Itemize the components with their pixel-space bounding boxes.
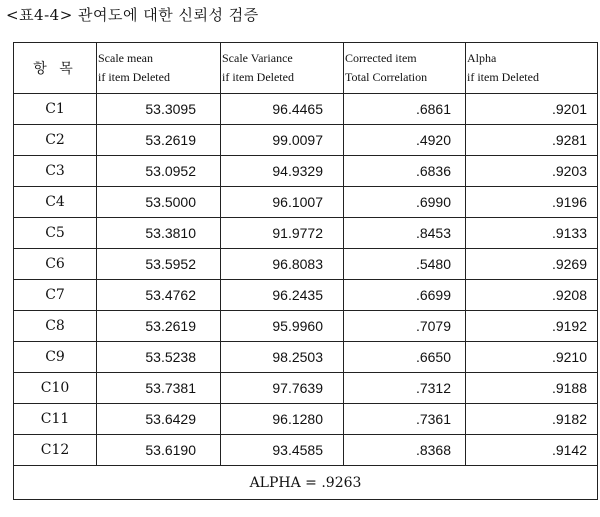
header-alpha-line1: Alpha [467,51,497,65]
cell-scale-variance: 96.4465 [221,94,344,125]
cell-alpha: .9188 [466,373,598,404]
table-row [14,249,598,280]
table-row [14,94,598,125]
cell-item: C4 [14,187,97,218]
header-corrected-line2: Total Correlation [345,70,428,84]
table-row [14,311,598,342]
cell-scale-mean: 53.2619 [97,311,221,342]
cell-scale-mean: 53.5000 [97,187,221,218]
cell-alpha: .9210 [466,342,598,373]
cell-corrected: .8453 [344,218,466,249]
cell-alpha: .9133 [466,218,598,249]
cell-scale-mean: 53.3810 [97,218,221,249]
table-title: <표4-4> 관여도에 대한 신뢰성 검증 [6,6,259,24]
cell-scale-variance: 94.9329 [221,156,344,187]
cell-alpha: .9196 [466,187,598,218]
cell-corrected: .6990 [344,187,466,218]
header-corrected [344,43,466,94]
alpha-total: ALPHA = .9263 [14,466,598,500]
header-alpha [466,43,598,94]
cell-scale-mean: 53.6429 [97,404,221,435]
cell-item: C9 [14,342,97,373]
header-scale-variance [221,43,344,94]
cell-alpha: .9192 [466,311,598,342]
table-row [14,373,598,404]
cell-scale-variance: 95.9960 [221,311,344,342]
cell-item: C5 [14,218,97,249]
reliability-table [13,42,598,500]
header-corrected-line1: Corrected item [345,51,417,65]
cell-scale-mean: 53.4762 [97,280,221,311]
cell-corrected: .6699 [344,280,466,311]
cell-scale-variance: 99.0097 [221,125,344,156]
table-row [14,280,598,311]
cell-scale-mean: 53.3095 [97,94,221,125]
header-row [14,43,598,94]
cell-scale-variance: 98.2503 [221,342,344,373]
cell-alpha: .9208 [466,280,598,311]
cell-scale-variance: 96.2435 [221,280,344,311]
cell-corrected: .6836 [344,156,466,187]
cell-corrected: .7361 [344,404,466,435]
table-row [14,435,598,466]
cell-alpha: .9201 [466,94,598,125]
cell-scale-variance: 96.1280 [221,404,344,435]
table-row [14,218,598,249]
cell-alpha: .9142 [466,435,598,466]
cell-corrected: .6650 [344,342,466,373]
table-row [14,125,598,156]
cell-scale-mean: 53.5952 [97,249,221,280]
cell-alpha: .9182 [466,404,598,435]
footer-row [14,466,598,500]
cell-item: C7 [14,280,97,311]
table-row [14,187,598,218]
cell-scale-mean: 53.6190 [97,435,221,466]
cell-item: C8 [14,311,97,342]
cell-scale-variance: 93.4585 [221,435,344,466]
cell-item: C2 [14,125,97,156]
cell-item: C10 [14,373,97,404]
cell-scale-mean: 53.0952 [97,156,221,187]
cell-corrected: .7312 [344,373,466,404]
header-scale-variance-line1: Scale Variance [222,51,293,65]
cell-alpha: .9203 [466,156,598,187]
cell-alpha: .9281 [466,125,598,156]
cell-item: C1 [14,94,97,125]
table-row [14,404,598,435]
cell-scale-variance: 96.8083 [221,249,344,280]
header-scale-variance-line2: if item Deleted [222,70,294,84]
cell-corrected: .8368 [344,435,466,466]
cell-scale-variance: 96.1007 [221,187,344,218]
cell-corrected: .7079 [344,311,466,342]
cell-scale-variance: 91.9772 [221,218,344,249]
table-row [14,156,598,187]
header-alpha-line2: if item Deleted [467,70,539,84]
cell-scale-variance: 97.7639 [221,373,344,404]
cell-corrected: .4920 [344,125,466,156]
table-row [14,342,598,373]
header-scale-mean [97,43,221,94]
cell-scale-mean: 53.5238 [97,342,221,373]
cell-alpha: .9269 [466,249,598,280]
cell-corrected: .6861 [344,94,466,125]
cell-item: C12 [14,435,97,466]
cell-scale-mean: 53.2619 [97,125,221,156]
cell-item: C3 [14,156,97,187]
header-scale-mean-line2: if item Deleted [98,70,170,84]
cell-scale-mean: 53.7381 [97,373,221,404]
cell-corrected: .5480 [344,249,466,280]
cell-item: C11 [14,404,97,435]
cell-item: C6 [14,249,97,280]
header-item: 항 목 [14,43,97,94]
header-scale-mean-line1: Scale mean [98,51,153,65]
